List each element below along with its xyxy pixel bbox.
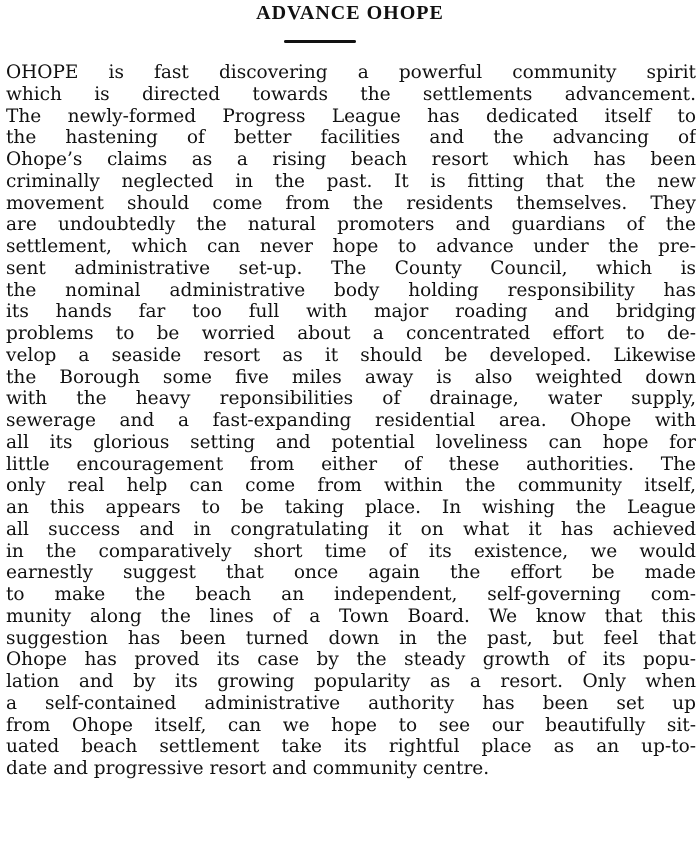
body-line: only real help can come from within the community itself, bbox=[6, 475, 696, 497]
body-line: a self-contained administrative authority has been set up bbox=[6, 692, 696, 714]
body-line: to make the beach an independent, self-governing com- bbox=[6, 584, 696, 605]
body-line: which is directed towards the settlements advancement. bbox=[6, 83, 696, 105]
body-line: the hastening of better facilities and the advancing of bbox=[6, 127, 696, 149]
body-line: all its glorious setting and potential loveliness can hope for bbox=[6, 431, 696, 453]
article-headline: ADVANCE OHOPE bbox=[256, 2, 444, 24]
body-line: earnestly suggest that once again the effort be made bbox=[6, 562, 696, 584]
article-body bbox=[6, 62, 696, 780]
body-line: an this appears to be taking place. In wishing the League bbox=[6, 497, 696, 518]
body-line: uated beach settlement take its rightful place as an up-to- bbox=[6, 736, 696, 758]
body-line: all success and in congratulating it on what it has achieved bbox=[6, 518, 696, 540]
body-line: with the heavy reponsibilities of drainage, water supply, bbox=[6, 388, 696, 410]
body-line: problems to be worried about a concentrated effort to de- bbox=[6, 323, 696, 344]
body-line: sent administrative set-up. The County Council, which is bbox=[6, 257, 696, 279]
body-line: velop a seaside resort as it should be developed. Likewise bbox=[6, 344, 696, 366]
body-line: movement should come from the residents themselves. They bbox=[6, 192, 696, 214]
headline-rule bbox=[284, 40, 356, 43]
body-line: sewerage and a fast-expanding residential area. Ohope with bbox=[6, 410, 696, 431]
body-line: the Borough some five miles away is also weighted down bbox=[6, 366, 696, 388]
body-line: from Ohope itself, can we hope to see our beautifully sit- bbox=[6, 714, 696, 736]
body-line: lation and by its growing popularity as a resort. Only when bbox=[6, 671, 696, 692]
body-line: its hands far too full with major roading and bridging bbox=[6, 301, 696, 323]
body-line: in the comparatively short time of its existence, we would bbox=[6, 540, 696, 562]
body-line: The newly-formed Progress League has dedicated itself to bbox=[6, 105, 696, 127]
body-line: settlement, which can never hope to advance under the pre- bbox=[6, 236, 696, 257]
body-line: date and progressive resort and community centre. bbox=[6, 758, 490, 779]
body-line: the nominal administrative body holding responsibility has bbox=[6, 279, 696, 301]
body-line: are undoubtedly the natural promoters and guardians of the bbox=[6, 214, 696, 236]
body-line: OHOPE is fast discovering a powerful community spirit bbox=[6, 62, 696, 83]
body-line: Ohope has proved its case by the steady growth of its popu- bbox=[6, 649, 696, 671]
body-line: suggestion has been turned down in the past, but feel that bbox=[6, 627, 696, 649]
body-line: munity along the lines of a Town Board. We know that this bbox=[6, 605, 696, 627]
body-line: criminally neglected in the past. It is fitting that the new bbox=[6, 170, 696, 192]
body-line: little encouragement from either of these authorities. The bbox=[6, 453, 696, 475]
body-line: Ohope’s claims as a rising beach resort which has been bbox=[6, 149, 696, 170]
